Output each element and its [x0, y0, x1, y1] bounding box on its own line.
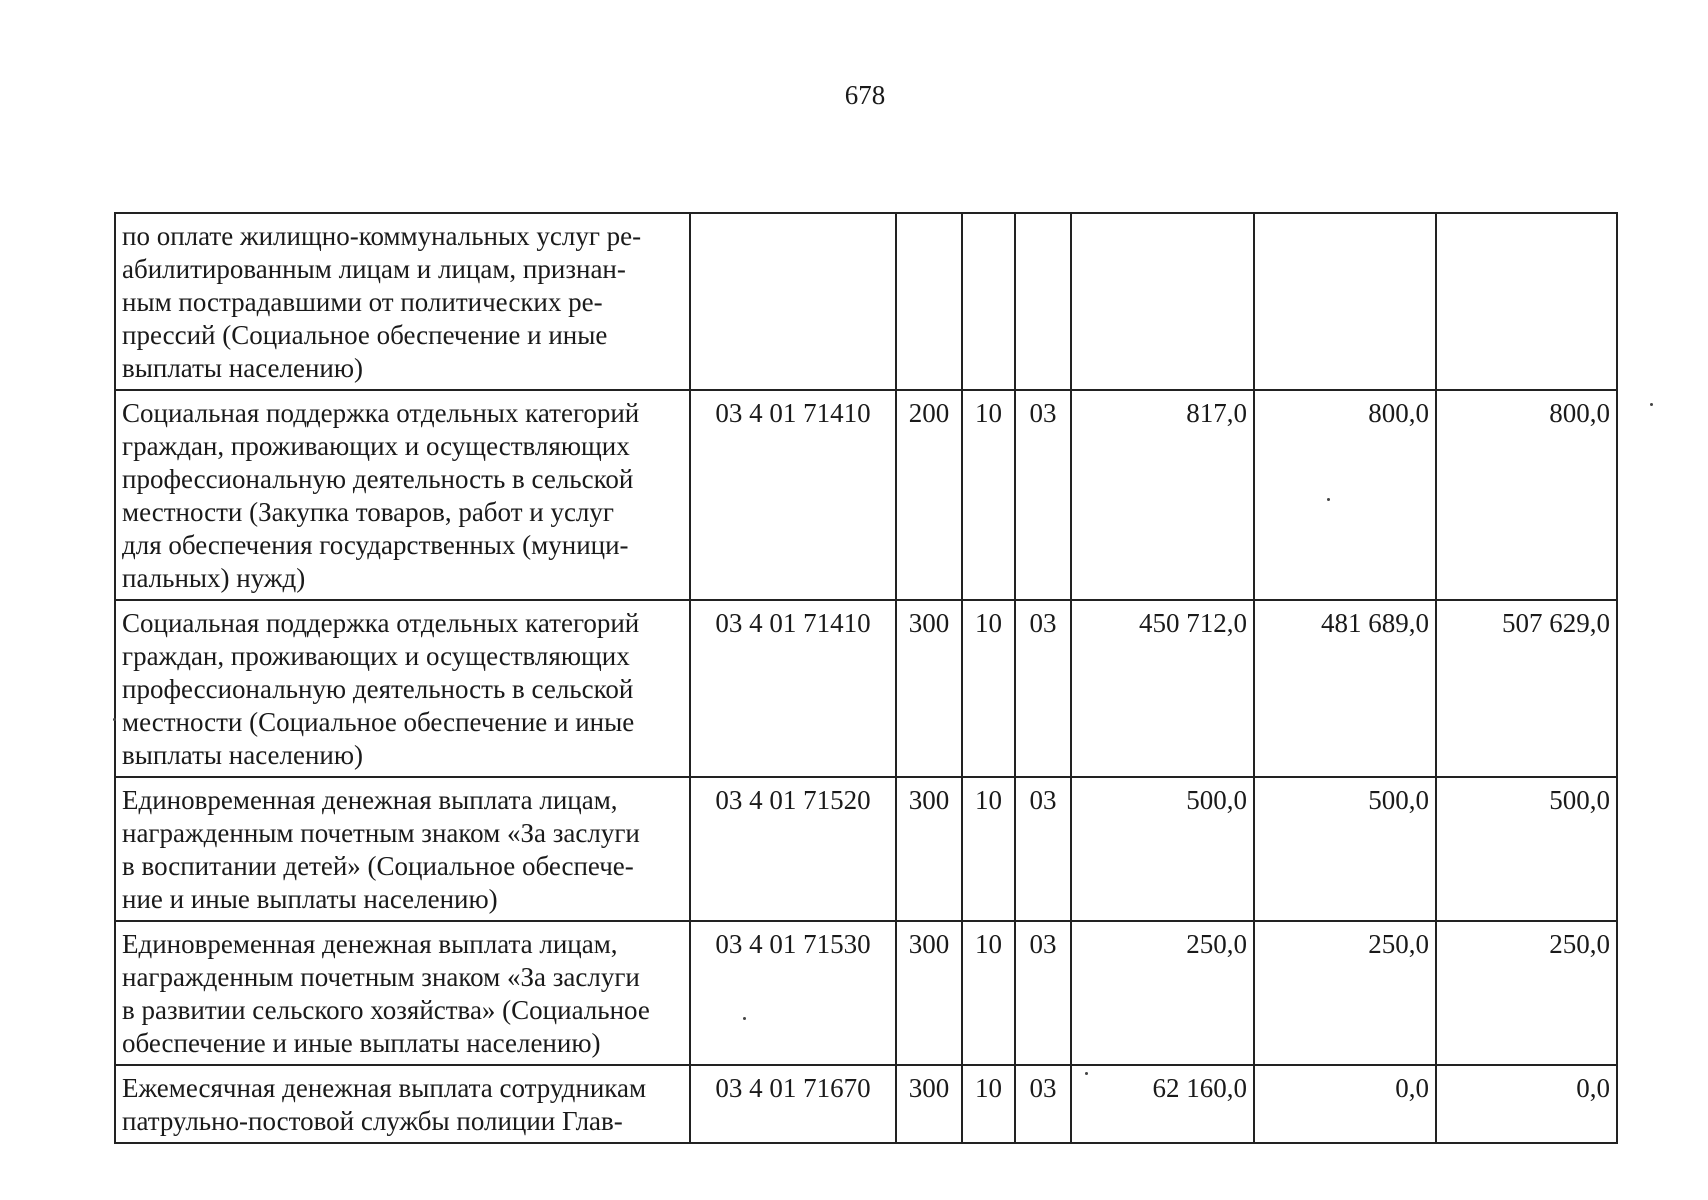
budget-code-cell: 03 4 01 71530: [690, 921, 896, 1065]
description-line: награжденным почетным знаком «За заслуги: [122, 818, 640, 848]
description-line: ние и иные выплаты населению): [122, 884, 498, 914]
table-body: [115, 213, 1617, 1143]
description-line: абилитированным лицам и лицам, признан-: [122, 254, 626, 284]
section-cell: 10: [962, 1065, 1015, 1143]
budget-table: [114, 212, 1618, 1144]
description-line: обеспечение и иные выплаты населению): [122, 1028, 601, 1058]
section-cell: 10: [962, 921, 1015, 1065]
amount-year-3-cell: [1436, 213, 1617, 390]
amount-year-2-cell: 800,0: [1254, 390, 1436, 600]
expense-type-cell: 300: [896, 1065, 962, 1143]
amount-year-2-cell: [1254, 213, 1436, 390]
expense-type-cell: 200: [896, 390, 962, 600]
subsection-cell: 03: [1015, 1065, 1071, 1143]
description-line: граждан, проживающих и осуществляющих: [122, 641, 630, 671]
section-cell: 10: [962, 390, 1015, 600]
description-line: Единовременная денежная выплата лицам,: [122, 785, 618, 815]
table-row: [115, 390, 1617, 600]
table-row: [115, 777, 1617, 921]
amount-year-2-cell: 250,0: [1254, 921, 1436, 1065]
description-line: профессиональную деятельность в сельской: [122, 464, 634, 494]
amount-year-3-cell: 250,0: [1436, 921, 1617, 1065]
budget-code-cell: 03 4 01 71520: [690, 777, 896, 921]
amount-year-3-cell: 507 629,0: [1436, 600, 1617, 777]
expense-type-cell: 300: [896, 921, 962, 1065]
description-line: ным пострадавшими от политических ре-: [122, 287, 603, 317]
description-line: местности (Социальное обеспечение и иные: [122, 707, 635, 737]
description-line: Социальная поддержка отдельных категорий: [122, 398, 640, 428]
description-line: выплаты населению): [122, 353, 364, 383]
table-row: [115, 1065, 1617, 1143]
description-line: местности (Закупка товаров, работ и услуг: [122, 497, 614, 527]
section-cell: 10: [962, 777, 1015, 921]
amount-year-2-cell: 481 689,0: [1254, 600, 1436, 777]
description-line: для обеспечения государственных (муници-: [122, 530, 629, 560]
amount-year-2-cell: 500,0: [1254, 777, 1436, 921]
description-cell: [115, 213, 690, 390]
description-cell: [115, 921, 690, 1065]
scan-speck: [113, 718, 116, 721]
description-cell: [115, 390, 690, 600]
section-cell: 10: [962, 600, 1015, 777]
section-cell: [962, 213, 1015, 390]
description-line: в развитии сельского хозяйства» (Социальное: [122, 995, 650, 1025]
table-row: [115, 921, 1617, 1065]
description-line: по оплате жилищно-коммунальных услуг ре-: [122, 221, 642, 251]
amount-year-1-cell: 450 712,0: [1071, 600, 1254, 777]
description-line: Единовременная денежная выплата лицам,: [122, 929, 618, 959]
scan-speck: [743, 1017, 746, 1020]
description-line: пальных) нужд): [122, 563, 306, 593]
scan-speck: [1085, 1072, 1088, 1075]
amount-year-2-cell: 0,0: [1254, 1065, 1436, 1143]
description-line: Социальная поддержка отдельных категорий: [122, 608, 640, 638]
description-line: граждан, проживающих и осуществляющих: [122, 431, 630, 461]
description-line: патрульно-постовой службы полиции Глав-: [122, 1106, 623, 1136]
subsection-cell: 03: [1015, 390, 1071, 600]
expense-type-cell: 300: [896, 777, 962, 921]
description-line: выплаты населению): [122, 740, 364, 770]
scan-speck: [1650, 403, 1653, 406]
amount-year-1-cell: 62 160,0: [1071, 1065, 1254, 1143]
budget-code-cell: 03 4 01 71410: [690, 390, 896, 600]
amount-year-1-cell: 817,0: [1071, 390, 1254, 600]
amount-year-3-cell: 0,0: [1436, 1065, 1617, 1143]
expense-type-cell: [896, 213, 962, 390]
description-cell: [115, 600, 690, 777]
amount-year-1-cell: 500,0: [1071, 777, 1254, 921]
budget-code-cell: 03 4 01 71410: [690, 600, 896, 777]
page-number: 678: [844, 80, 886, 110]
table-row: [115, 213, 1617, 390]
description-line: награжденным почетным знаком «За заслуги: [122, 962, 640, 992]
subsection-cell: 03: [1015, 921, 1071, 1065]
description-line: профессиональную деятельность в сельской: [122, 674, 634, 704]
budget-code-cell: [690, 213, 896, 390]
table-row: [115, 600, 1617, 777]
amount-year-3-cell: 800,0: [1436, 390, 1617, 600]
subsection-cell: 03: [1015, 600, 1071, 777]
scan-speck: [1327, 498, 1330, 501]
description-cell: [115, 777, 690, 921]
description-line: прессий (Социальное обеспечение и иные: [122, 320, 608, 350]
description-line: Ежемесячная денежная выплата сотрудникам: [122, 1073, 647, 1103]
budget-code-cell: 03 4 01 71670: [690, 1065, 896, 1143]
amount-year-3-cell: 500,0: [1436, 777, 1617, 921]
amount-year-1-cell: [1071, 213, 1254, 390]
amount-year-1-cell: 250,0: [1071, 921, 1254, 1065]
subsection-cell: [1015, 213, 1071, 390]
expense-type-cell: 300: [896, 600, 962, 777]
description-line: в воспитании детей» (Социальное обеспече-: [122, 851, 634, 881]
description-cell: [115, 1065, 690, 1143]
subsection-cell: 03: [1015, 777, 1071, 921]
